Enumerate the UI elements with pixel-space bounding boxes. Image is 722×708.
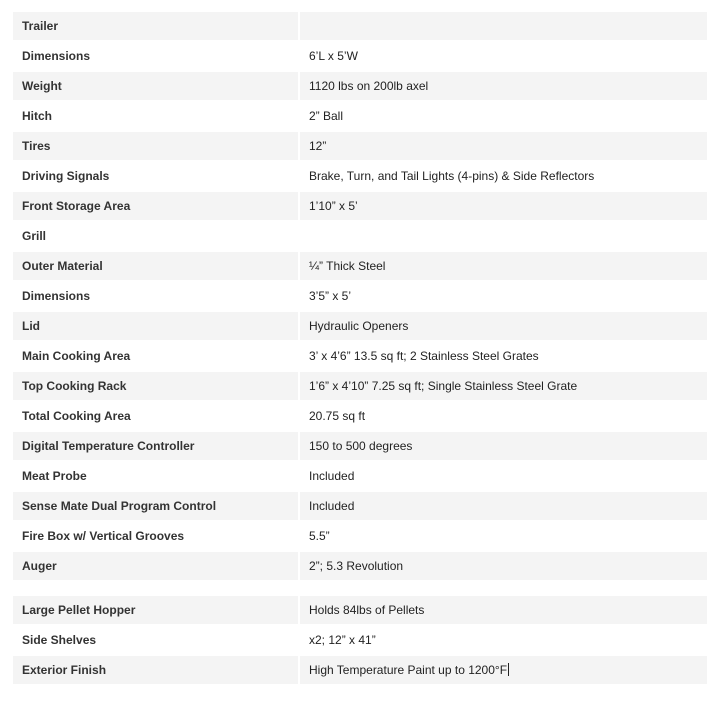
spec-value: 2” Ball [300,100,707,130]
table-row [13,400,707,430]
spec-label: Fire Box w/ Vertical Grooves [13,520,300,550]
table-row [13,220,707,250]
table-spacer-row [13,580,707,594]
spec-value: 150 to 500 degrees [300,430,707,460]
table-row [13,654,707,684]
spec-label: Grill [13,220,300,250]
table-row [13,70,707,100]
spec-value: Hydraulic Openers [300,310,707,340]
spec-label: Meat Probe [13,460,300,490]
spec-label: Lid [13,310,300,340]
spec-label: Front Storage Area [13,190,300,220]
table-row [13,280,707,310]
spec-label: Large Pellet Hopper [13,594,300,624]
spec-label: Sense Mate Dual Program Control [13,490,300,520]
table-row [13,370,707,400]
spec-value: ¼” Thick Steel [300,250,707,280]
spec-value: 5.5” [300,520,707,550]
spec-value [300,654,707,684]
spec-label: Total Cooking Area [13,400,300,430]
table-row [13,624,707,654]
spec-label: Trailer [13,10,300,40]
table-row [13,310,707,340]
spec-label: Dimensions [13,40,300,70]
spec-value: 3’ x 4’6” 13.5 sq ft; 2 Stainless Steel Grates [300,340,707,370]
spec-label: Dimensions [13,280,300,310]
table-row [13,100,707,130]
spec-label: Auger [13,550,300,580]
spec-value: 1’6” x 4’10” 7.25 sq ft; Single Stainless Steel Grate [300,370,707,400]
table-row [13,340,707,370]
spec-value [300,580,707,594]
spec-value: Included [300,490,707,520]
table-row [13,460,707,490]
spec-label: Tires [13,130,300,160]
table-row [13,190,707,220]
table-row [13,550,707,580]
spec-value: 3’5” x 5’ [300,280,707,310]
spec-label: Top Cooking Rack [13,370,300,400]
table-row [13,594,707,624]
text-cursor [508,663,509,676]
spec-label: Driving Signals [13,160,300,190]
spec-label: Exterior Finish [13,654,300,684]
table-row [13,490,707,520]
specifications-table [13,10,707,684]
table-row [13,40,707,70]
spec-value [300,220,707,250]
spec-label: Hitch [13,100,300,130]
spec-label: Outer Material [13,250,300,280]
spec-label [13,580,300,594]
spec-label: Main Cooking Area [13,340,300,370]
spec-value: Included [300,460,707,490]
spec-value: 12” [300,130,707,160]
spec-value: 1’10” x 5’ [300,190,707,220]
spec-value: Brake, Turn, and Tail Lights (4-pins) & Side Reflectors [300,160,707,190]
spec-label: Digital Temperature Controller [13,430,300,460]
table-row [13,430,707,460]
spec-value: x2; 12” x 41” [300,624,707,654]
table-row [13,250,707,280]
spec-value: Holds 84lbs of Pellets [300,594,707,624]
spec-value: 1120 lbs on 200lb axel [300,70,707,100]
table-row [13,520,707,550]
table-row [13,130,707,160]
spec-value: 6’L x 5’W [300,40,707,70]
spec-label: Weight [13,70,300,100]
spec-value-text: High Temperature Paint up to 1200°F [309,663,508,677]
spec-value: 20.75 sq ft [300,400,707,430]
table-row [13,160,707,190]
table-row [13,10,707,40]
spec-value [300,10,707,40]
spec-value: 2”; 5.3 Revolution [300,550,707,580]
spec-label: Side Shelves [13,624,300,654]
